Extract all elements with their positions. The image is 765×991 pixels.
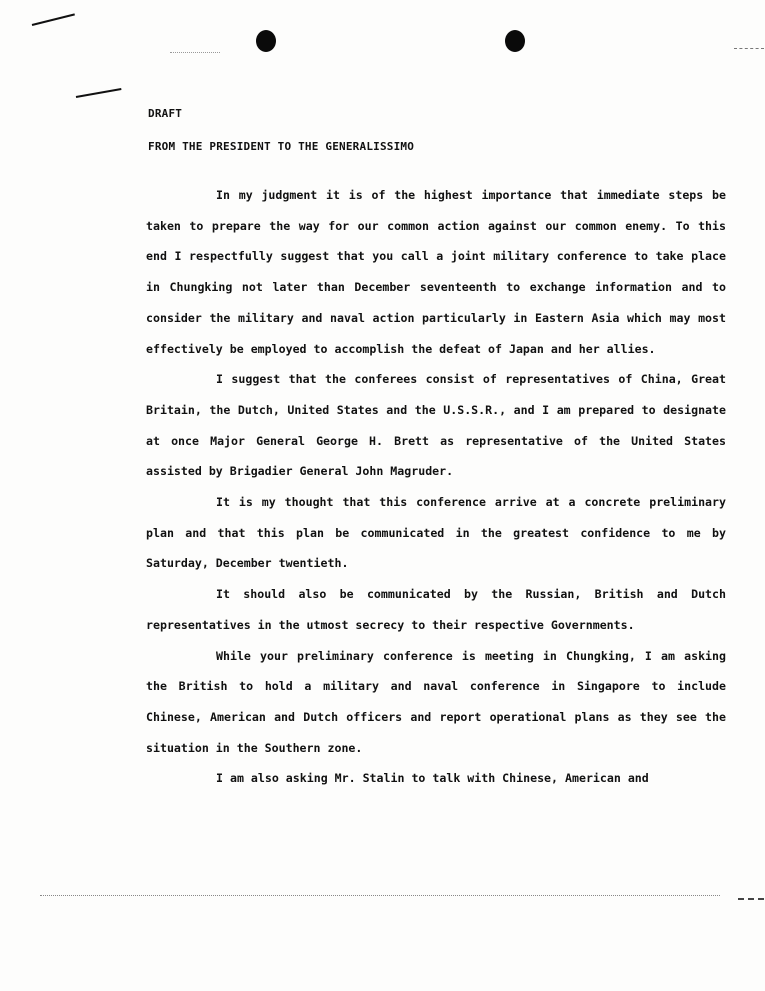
pen-mark-left (76, 88, 122, 98)
punch-hole-right (505, 30, 525, 52)
scan-artifact-top-right (734, 48, 764, 49)
pen-mark-top-left (32, 13, 75, 26)
from-line: FROM THE PRESIDENT TO THE GENERALISSIMO (148, 140, 415, 153)
draft-label: DRAFT (148, 107, 183, 120)
paragraph-1: In my judgment it is of the highest importance that immediate steps be taken to prepare the way for our common action against our common enemy. To this end I respectfully suggest that you call a joint military conference to take place in Chungking not later than December seventeenth to exchange information and to consider the military and naval action particularly in Eastern Asia which may most effectively be employed to accomplish the defeat of Japan and her allies. (146, 188, 726, 356)
punch-hole-left (256, 30, 276, 52)
scan-artifact-bottom (40, 895, 720, 896)
scan-artifact-bottom-right (738, 898, 764, 900)
paragraph-2: I suggest that the conferees consist of representatives of China, Great Britain, the Dutch, United States and the U.S.S.R., and I am prepared to designate at once Major General George H. Brett as representative of the United States assisted by Brigadier General John Magruder. (146, 372, 726, 479)
paragraph-5: While your preliminary conference is meeting in Chungking, I am asking the British to hold a military and naval conference in Singapore to include Chinese, American and Dutch officers and report operational plans as they see the situation in the Southern zone. (146, 648, 726, 755)
paragraph-4: It should also be communicated by the Russian, British and Dutch representatives in the utmost secrecy to their respective Governments. (146, 587, 726, 632)
paragraph-3: It is my thought that this conference arrive at a concrete preliminary plan and that this plan be communicated in the greatest confidence to me by Saturday, December twentieth. (146, 495, 726, 571)
scan-artifact-top (170, 52, 220, 53)
paragraph-6: I am also asking Mr. Stalin to talk with Chinese, American and (216, 771, 649, 786)
letter-body (146, 180, 726, 794)
